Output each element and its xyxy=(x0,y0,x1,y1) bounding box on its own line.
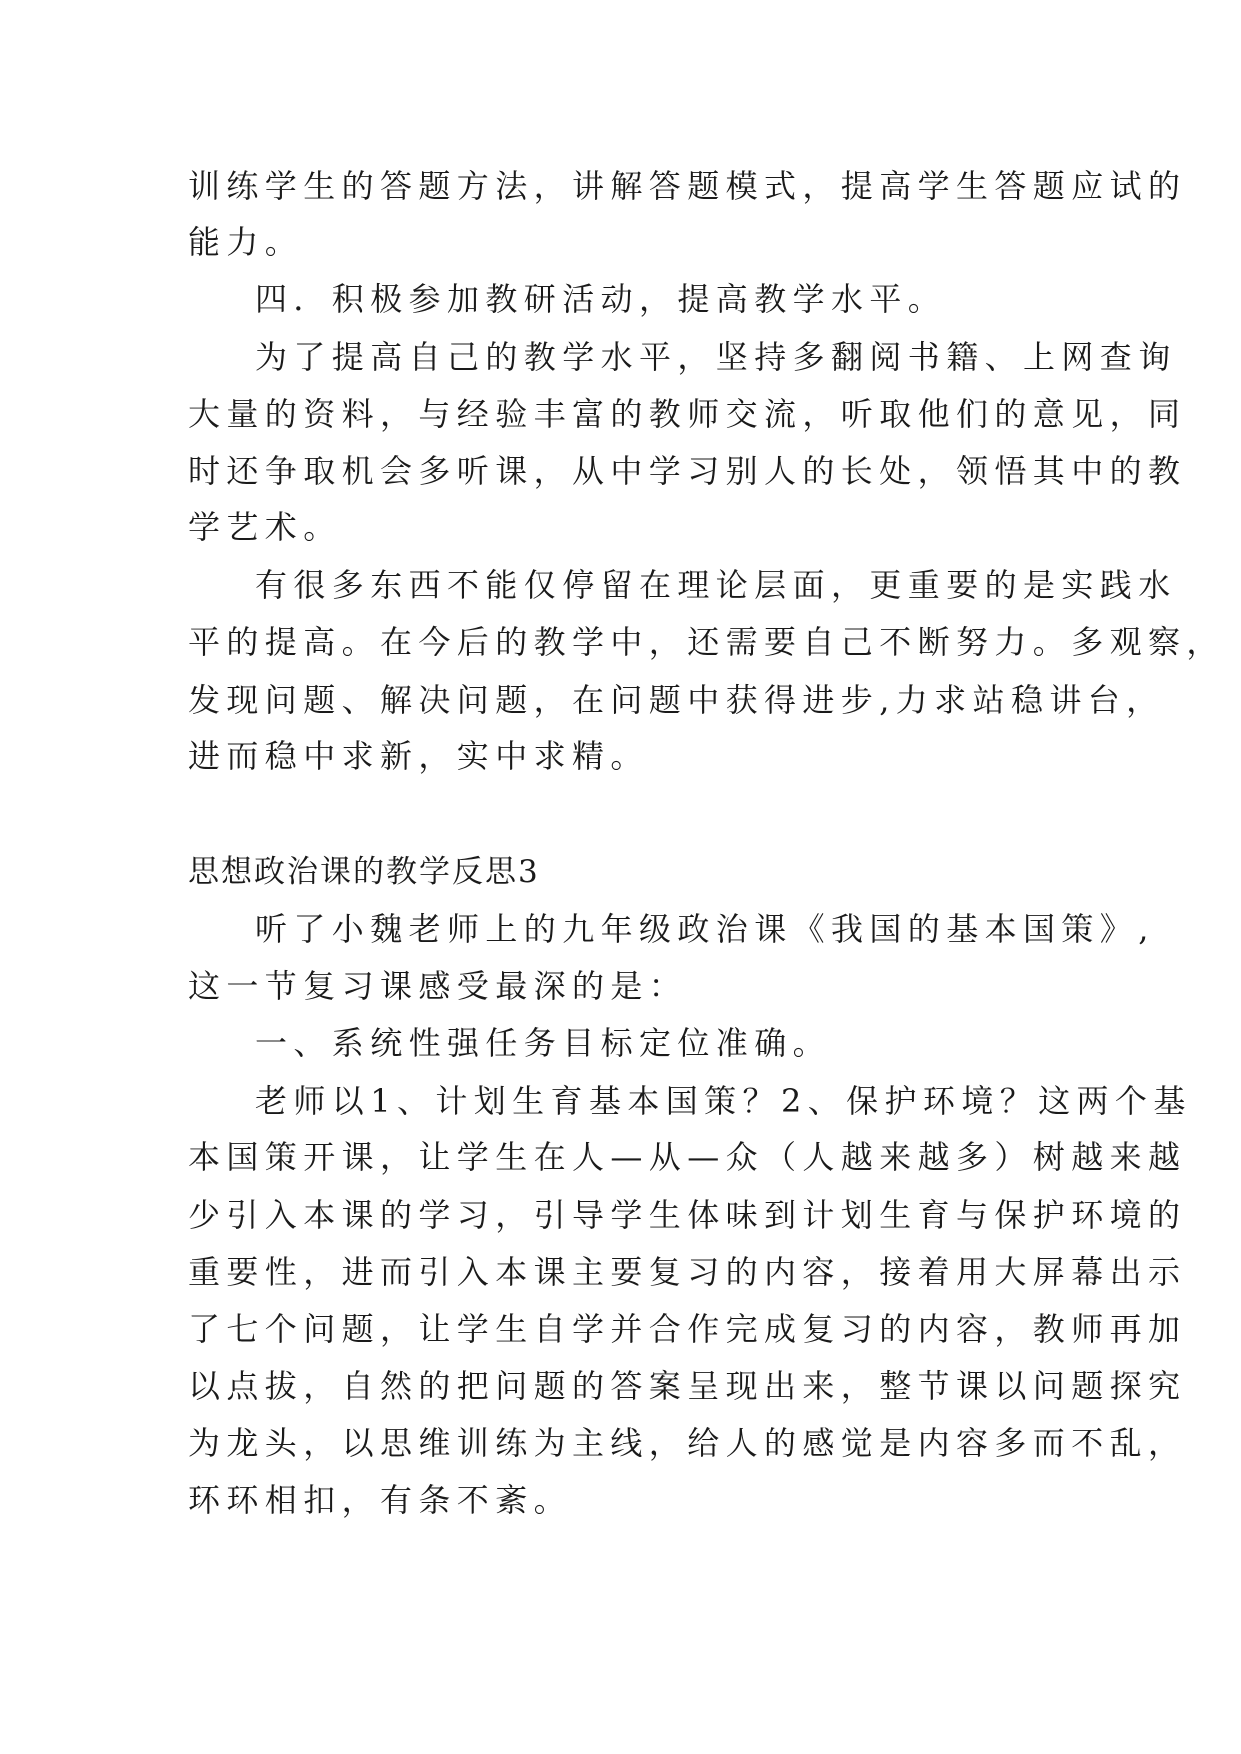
paragraph-line: 为龙头，以思维训练为主线，给人的感觉是内容多而不乱， xyxy=(188,1424,1187,1462)
paragraph-line: 平的提高。在今后的教学中，还需要自己不断努力。多观察， xyxy=(188,623,1225,661)
paragraph-line: 学艺术。 xyxy=(188,508,342,546)
paragraph-line: 时还争取机会多听课，从中学习别人的长处，领悟其中的教 xyxy=(188,452,1187,490)
paragraph-line: 为了提高自己的教学水平，坚持多翻阅书籍、上网查询 xyxy=(255,338,1177,376)
paragraph-line: 听了小魏老师上的九年级政治课《我国的基本国策》, xyxy=(255,910,1155,948)
paragraph-line: 进而稳中求新，实中求精。 xyxy=(188,737,649,775)
paragraph-line: 大量的资料，与经验丰富的教师交流，听取他们的意见，同 xyxy=(188,395,1187,433)
paragraph-line: 能力。 xyxy=(188,223,304,261)
paragraph-line: 少引入本课的学习，引导学生体味到计划生育与保护环境的 xyxy=(188,1196,1187,1234)
article-title: 思想政治课的教学反思3 xyxy=(188,854,540,890)
section-heading: 四．积极参加教研活动，提高教学水平。 xyxy=(255,280,947,318)
paragraph-line: 环环相扣，有条不紊。 xyxy=(188,1481,573,1519)
paragraph-line: 有很多东西不能仅停留在理论层面，更重要的是实践水 xyxy=(255,566,1177,604)
paragraph-line: 重要性，进而引入本课主要复习的内容，接着用大屏幕出示 xyxy=(188,1253,1187,1291)
paragraph-line: 老师以1、计划生育基本国策？2、保护环境？这两个基 xyxy=(255,1082,1192,1120)
paragraph-line: 以点拔，自然的把问题的答案呈现出来，整节课以问题探究 xyxy=(188,1367,1187,1405)
section-heading: 一、系统性强任务目标定位准确。 xyxy=(255,1024,832,1062)
paragraph-line: 发现问题、解决问题，在问题中获得进步,力求站稳讲台， xyxy=(188,681,1165,719)
paragraph-line: 本国策开课，让学生在人—从—众（人越来越多）树越来越 xyxy=(188,1138,1187,1176)
paragraph-line: 这一节复习课感受最深的是： xyxy=(188,967,688,1005)
paragraph-line: 了七个问题，让学生自学并合作完成复习的内容，教师再加 xyxy=(188,1310,1187,1348)
paragraph-line: 训练学生的答题方法，讲解答题模式，提高学生答题应试的 xyxy=(188,167,1187,205)
